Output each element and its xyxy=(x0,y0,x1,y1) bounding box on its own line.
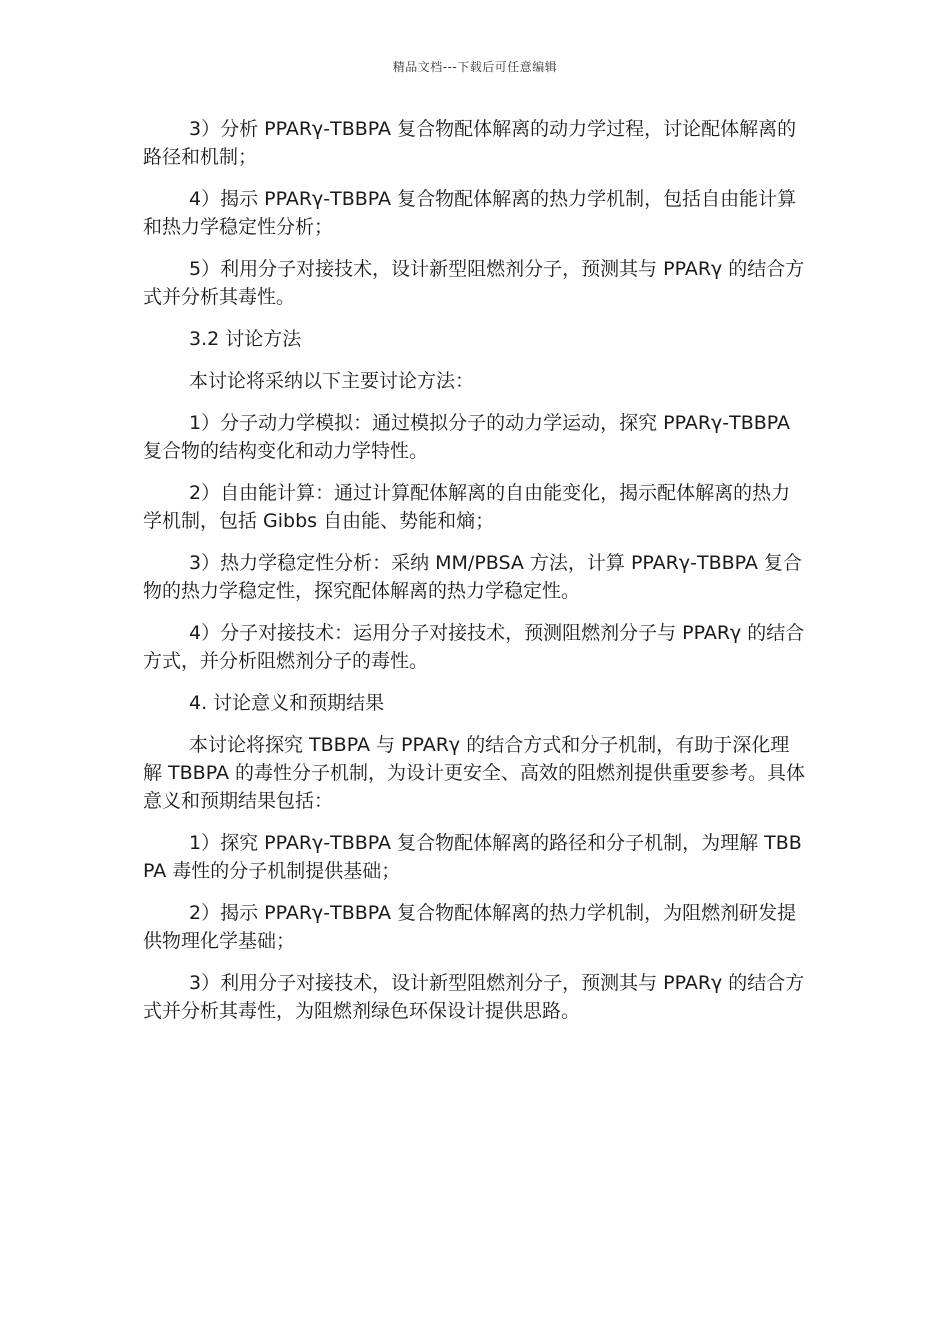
objective-3-paragraph: 3）分析 PPARγ-TBBPA 复合物配体解离的动力学过程，讨论配体解离的路径和机制； xyxy=(143,118,797,168)
section-heading-methods: 3.2 讨论方法 xyxy=(189,328,302,350)
method-4-paragraph: 4）分子对接技术：运用分子对接技术，预测阻燃剂分子与 PPARγ 的结合方式，并分析阻燃剂分子的毒性。 xyxy=(143,622,805,672)
page-header: 精品文档---下载后可任意编辑 xyxy=(392,60,558,74)
method-1-paragraph: 1）分子动力学模拟：通过模拟分子的动力学运动，探究 PPARγ-TBBPA 复合物的结构变化和动力学特性。 xyxy=(143,412,791,462)
section-heading-significance: 4. 讨论意义和预期结果 xyxy=(189,692,385,714)
objective-5-paragraph: 5）利用分子对接技术，设计新型阻燃剂分子，预测其与 PPARγ 的结合方式并分析其毒性。 xyxy=(143,258,805,308)
result-1-paragraph: 1）探究 PPARγ-TBBPA 复合物配体解离的路径和分子机制，为理解 TBBPA 毒性的分子机制提供基础； xyxy=(143,832,802,882)
method-2-paragraph: 2）自由能计算：通过计算配体解离的自由能变化，揭示配体解离的热力学机制，包括 Gibbs 自由能、势能和熵； xyxy=(143,482,791,532)
method-3-paragraph: 3）热力学稳定性分析：采纳 MM/PBSA 方法，计算 PPARγ-TBBPA 复合物的热力学稳定性，探究配体解离的热力学稳定性。 xyxy=(143,552,802,602)
methods-intro-paragraph: 本讨论将采纳以下主要讨论方法： xyxy=(189,370,475,392)
result-3-paragraph: 3）利用分子对接技术，设计新型阻燃剂分子，预测其与 PPARγ 的结合方式并分析其毒性，为阻燃剂绿色环保设计提供思路。 xyxy=(143,972,805,1022)
significance-intro-paragraph: 本讨论将探究 TBBPA 与 PPARγ 的结合方式和分子机制，有助于深化理解 TBBPA 的毒性分子机制，为设计更安全、高效的阻燃剂提供重要参考。具体意义和预期结果包括： xyxy=(143,734,805,812)
objective-4-paragraph: 4）揭示 PPARγ-TBBPA 复合物配体解离的热力学机制，包括自由能计算和热力学稳定性分析； xyxy=(143,188,797,238)
document-body xyxy=(143,115,808,1039)
result-2-paragraph: 2）揭示 PPARγ-TBBPA 复合物配体解离的热力学机制，为阻燃剂研发提供物理化学基础； xyxy=(143,902,797,952)
